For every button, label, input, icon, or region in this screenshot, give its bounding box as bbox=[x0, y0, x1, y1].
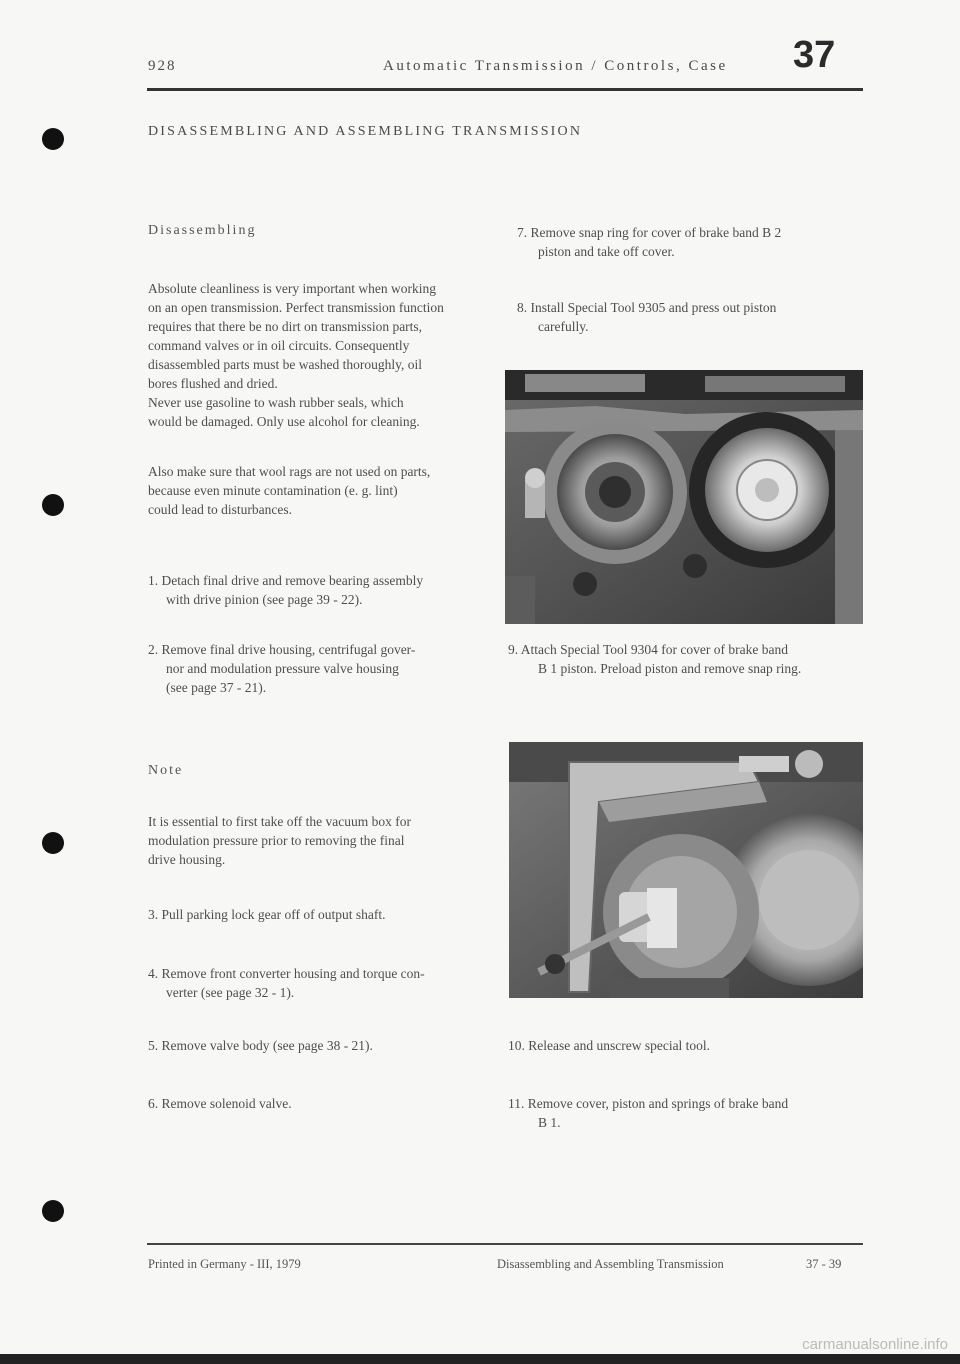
step-6: 6. Remove solenoid valve. bbox=[148, 1096, 292, 1111]
step-5: 5. Remove valve body (see page 38 - 21). bbox=[148, 1038, 373, 1053]
subheading-disassembling: Disassembling bbox=[148, 223, 257, 238]
step-2: 2. Remove final drive housing, centrifugal gover- nor and modulation pressure valve housing (see page 37 - 21). bbox=[148, 642, 416, 695]
photo-illustration bbox=[505, 370, 863, 624]
intro-paragraph: Absolute cleanliness is very important when working on an open transmission. Perfect transmission function requires that there be no dirt on transmission parts, command valves or in oil circuits. Consequently disassembled parts must be washed thoroughly, oil bores flushed and dried. Never use gasoline to wash rubber seals, which would be damaged. Only use alcohol for cleaning. bbox=[148, 281, 444, 429]
step-7: 7. Remove snap ring for cover of brake band B 2 piston and take off cover. bbox=[517, 225, 782, 259]
header-title: Automatic Transmission / Controls, Case bbox=[383, 58, 728, 74]
note-heading: Note bbox=[148, 763, 184, 778]
step-3: 3. Pull parking lock gear off of output shaft. bbox=[148, 907, 386, 922]
step-8: 8. Install Special Tool 9305 and press out piston carefully. bbox=[517, 300, 777, 334]
footer-section: Disassembling and Assembling Transmission bbox=[497, 1257, 724, 1271]
binder-hole bbox=[42, 1200, 64, 1222]
watermark: carmanualsonline.info bbox=[802, 1336, 948, 1353]
photo-illustration bbox=[509, 742, 863, 998]
step-9: 9. Attach Special Tool 9304 for cover of brake band B 1 piston. Preload piston and remove snap ring. bbox=[508, 642, 802, 676]
header-rule bbox=[147, 88, 863, 91]
wool-paragraph: Also make sure that wool rags are not used on parts, because even minute contamination (e. g. lint) could lead to disturbances. bbox=[148, 464, 431, 517]
step-10: 10. Release and unscrew special tool. bbox=[508, 1038, 711, 1053]
section-title: DISASSEMBLING AND ASSEMBLING TRANSMISSION bbox=[148, 124, 583, 139]
footer-page-number: 37 - 39 bbox=[806, 1257, 842, 1271]
header-group-number: 37 bbox=[793, 34, 836, 76]
step-11: 11. Remove cover, piston and springs of brake band B 1. bbox=[508, 1096, 789, 1130]
footer-printed: Printed in Germany - III, 1979 bbox=[148, 1257, 301, 1271]
binder-hole bbox=[42, 494, 64, 516]
photo-brake-band-b2-piston bbox=[505, 370, 863, 624]
step-4: 4. Remove front converter housing and torque con- verter (see page 32 - 1). bbox=[148, 966, 425, 1000]
binder-hole bbox=[42, 832, 64, 854]
binder-hole bbox=[42, 128, 64, 150]
footer-rule bbox=[147, 1243, 863, 1245]
bottom-edge-bar bbox=[0, 1354, 960, 1364]
header-model: 928 bbox=[148, 58, 177, 74]
step-1: 1. Detach final drive and remove bearing assembly with drive pinion (see page 39 - 22). bbox=[148, 573, 424, 607]
note-paragraph: It is essential to first take off the vacuum box for modulation pressure prior to removing the final drive housing. bbox=[148, 814, 411, 867]
photo-special-tool-9304 bbox=[509, 742, 863, 998]
